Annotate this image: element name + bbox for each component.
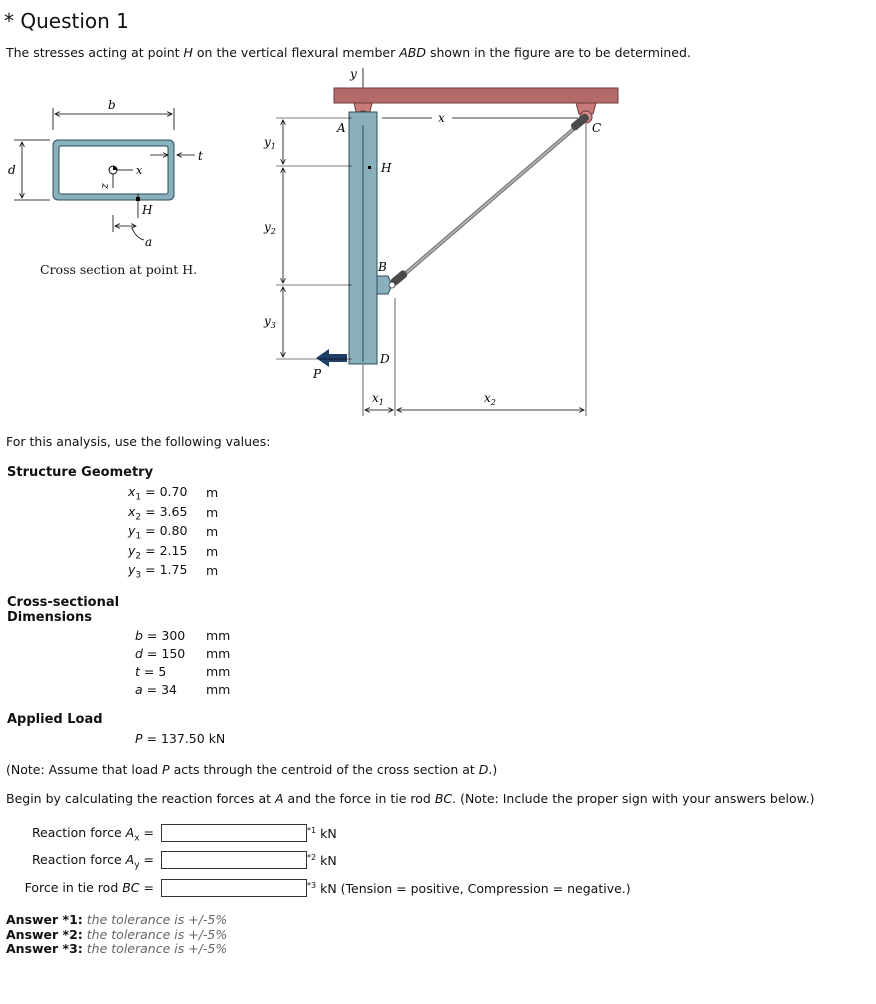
tolerance-row: Answer *2: the tolerance is +/-5% (6, 926, 228, 942)
geometry-row: $y_3 = 1.75$ (128, 562, 188, 581)
answer-unit: $^{*1}$ kN (307, 826, 337, 841)
tolerance-row: Answer *3: the tolerance is +/-5% (6, 941, 228, 956)
label-y-axis: y (350, 67, 357, 81)
tolerance-row: Answer *1: the tolerance is +/-5% (6, 912, 228, 927)
label-z: z (98, 183, 111, 189)
cross-row: t = 5 (135, 664, 167, 679)
cross-unit: mm (206, 646, 231, 661)
analysis-intro: For this analysis, use the following values: (6, 434, 271, 449)
cross-unit: mm (206, 682, 231, 697)
label-d: d (8, 163, 16, 177)
label-y1: $y_1$ (264, 135, 276, 151)
label-b: b (108, 98, 116, 112)
note-text: (Note: Assume that load P acts through the centroid of the cross section at D.) (6, 762, 498, 777)
geometry-heading: Structure Geometry (7, 465, 154, 480)
instruction-text: Begin by calculating the reaction forces at A and the force in tie rod BC. (Note: Include the proper sign with your answers below.) (6, 791, 815, 806)
cross-heading: Cross-sectional Dimensions (7, 595, 120, 625)
answer-label: Reaction force $A_y$ = (31, 852, 154, 871)
answer-input-2[interactable] (161, 851, 307, 869)
geometry-row: $x_2 = 3.65$ (128, 503, 188, 522)
load-arrow (316, 349, 329, 367)
cross-unit: mm (206, 628, 231, 643)
answer-input-1[interactable] (161, 824, 307, 842)
load-heading: Applied Load (7, 712, 103, 727)
answer-label: Force in tie rod BC = (24, 880, 154, 895)
label-A: A (337, 121, 346, 135)
cross-row: b = 300 (135, 628, 186, 643)
label-x: x (136, 164, 143, 177)
label-C: C (592, 121, 602, 135)
answer-label: Reaction force $A_x$ = (31, 825, 154, 844)
label-P: P (313, 367, 322, 381)
label-B: B (378, 260, 387, 274)
cross-section-caption: Cross section at point H. (40, 262, 198, 277)
question-title: * Question 1 (4, 9, 129, 33)
answer-unit: $^{*2}$ kN (307, 853, 337, 868)
label-t: t (198, 149, 203, 163)
question-intro: The stresses acting at point H on the vertical flexural member ABD shown in the figure are to be determined. (6, 45, 691, 60)
cross-row: a = 34 (135, 682, 178, 697)
label-a: a (145, 235, 153, 249)
geometry-unit: m (206, 524, 219, 539)
geometry-unit: m (206, 543, 219, 559)
geometry-row: $x_1 = 0.70$ (128, 484, 188, 503)
label-H-member: H (381, 161, 392, 175)
geometry-row: $y_2 = 2.15$ (128, 542, 188, 561)
cross-unit: mm (206, 664, 231, 679)
answer-input-3[interactable] (161, 879, 307, 897)
label-x1: $x_1$ (372, 391, 384, 407)
label-y3: $y_3$ (264, 314, 276, 330)
geometry-row: $y_1 = 0.80$ (128, 523, 188, 542)
label-x-top: x (438, 111, 445, 125)
ceiling-support (334, 88, 618, 103)
label-H-cross: H (142, 203, 153, 217)
geometry-unit: m (206, 485, 219, 500)
label-D: D (380, 352, 390, 366)
geometry-unit: m (206, 563, 219, 578)
geometry-unit: m (206, 504, 219, 520)
label-x2: $x_2$ (484, 391, 496, 407)
cross-section-diagram (8, 98, 203, 249)
structure-figure (0, 60, 640, 420)
label-y2: $y_2$ (264, 220, 276, 236)
load-value: P = 137.50 kN (135, 731, 226, 746)
cross-row: d = 150 (135, 646, 186, 661)
answer-unit: $^{*3}$ kN (Tension = positive, Compression = negative.) (307, 881, 631, 896)
